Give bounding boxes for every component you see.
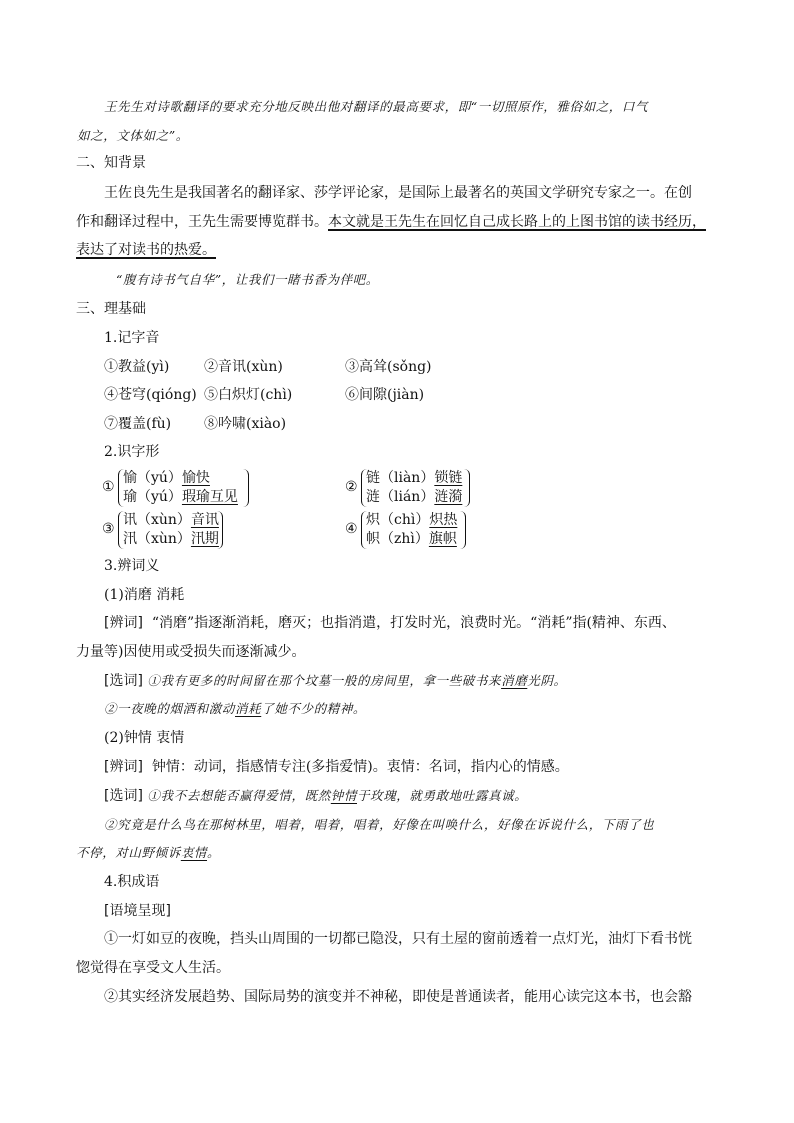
s3-a-bian-line-1: [辨词] “消磨”指逐渐消耗，磨灭；也指消遣，打发时光，浪费时光。“消耗”指(精神、东西、 xyxy=(104,615,676,631)
glyph-row: 汛（xùn）汛期 xyxy=(123,531,219,547)
section-2-p1-line-3 xyxy=(76,240,216,260)
s4-p1-line-2: 惚觉得在享受文人生活。 xyxy=(76,960,230,976)
s4-tag: [语境呈现] xyxy=(104,903,171,919)
glyph-row: 愉（yú）愉快 xyxy=(123,470,210,486)
pinyin-item: ③高耸(sǒng) xyxy=(345,359,432,375)
section-2-quote: “腹有诗书气自华”，让我们一睹书香为伴吧。 xyxy=(116,272,379,287)
right-brace xyxy=(463,469,470,507)
s3-a-bian-line-2: 力量等)因使用或受损失而逐渐减少。 xyxy=(76,644,306,660)
glyph-group-3 xyxy=(102,511,232,551)
s1-title: 1.记字音 xyxy=(104,330,160,346)
glyph-row: 瑜（yú）瑕瑜互见 xyxy=(123,489,238,505)
s3-b-title: (2)钟情 衷情 xyxy=(104,730,185,746)
glyph-group-2 xyxy=(345,469,475,509)
section-2-title: 二、知背景 xyxy=(76,155,146,171)
s3-b-xuan-2-line-2: 不停，对山野倾诉衷情。 xyxy=(76,845,221,860)
s4-title: 4.积成语 xyxy=(104,874,160,890)
s3-b-bian: [辨词] 钟情：动词，指感情专注(多指爱情)。衷情：名词，指内心的情感。 xyxy=(104,759,569,775)
section-2-p1-line-2a: 作和翻译过程中，王先生需要博览群书。 xyxy=(76,214,328,230)
section-2-underlined-b: 表达了对读书的热爱。 xyxy=(76,242,216,258)
bian-tag: [辨词] xyxy=(104,615,143,631)
glyph-row: 涟（lián）涟漪 xyxy=(366,489,463,505)
s3-b-xuan-2-line-1: ②究竟是什么鸟在那树林里，唱着，唱着，唱着，好像在叫唤什么，好像在诉说什么，下雨了也 xyxy=(104,817,655,832)
right-brace xyxy=(242,469,249,507)
section-2-p1-line-2 xyxy=(76,212,706,232)
right-brace xyxy=(216,511,223,549)
s3-a-xuan-2: ②一夜晚的烟酒和激动消耗了她不少的精神。 xyxy=(104,701,367,716)
s2-title: 2.识字形 xyxy=(104,444,160,460)
pinyin-item: ②音讯(xùn) xyxy=(204,359,283,375)
s4-p1-line-1: ①一灯如豆的夜晚，挡头山周围的一切都已隐没，只有土屋的窗前透着一点灯光，油灯下看书恍 xyxy=(104,931,692,947)
xuan-tag: [选词] xyxy=(104,788,143,804)
pinyin-item: ④苍穹(qióng) xyxy=(104,387,197,403)
glyph-row: 链（liàn）锁链 xyxy=(366,470,463,486)
s3-b-xuan-1: [选词] ①我不去想能否赢得爱情，既然钟情于玫瑰，就勇敢地吐露真诚。 xyxy=(104,788,528,804)
pinyin-item: ①教益(yì) xyxy=(104,359,170,375)
s3-a-xuan-1: [选词] ①我有更多的时间留在那个坟墓一般的房间里，拿一些破书来消磨光阴。 xyxy=(104,673,567,689)
pinyin-item: ⑤白炽灯(chì) xyxy=(204,387,293,403)
section-3-title: 三、理基础 xyxy=(76,301,146,317)
glyph-group-4 xyxy=(345,511,475,551)
pinyin-item: ⑦覆盖(fù) xyxy=(104,416,172,432)
glyph-group-1 xyxy=(102,469,252,509)
intro-line-2: 如之，文体如之”。 xyxy=(77,128,189,143)
s4-p2-line-1: ②其实经济发展趋势、国际局势的演变并不神秘，即使是普通读者，能用心读完这本书，也会豁 xyxy=(104,989,692,1005)
glyph-group-number: ④ xyxy=(345,521,358,537)
s3-title: 3.辨词义 xyxy=(104,558,160,574)
glyph-row: 讯（xùn）音讯 xyxy=(123,512,219,528)
glyph-group-number: ① xyxy=(102,479,115,495)
section-2-p1-line-1: 王佐良先生是我国著名的翻译家、莎学评论家，是国际上最著名的英国文学研究专家之一。在创 xyxy=(104,185,692,201)
bian-tag: [辨词] xyxy=(104,759,143,775)
section-2-underlined-a: 本文就是王先生在回忆自己成长路上的上图书馆的读书经历， xyxy=(328,214,706,230)
glyph-group-number: ② xyxy=(345,479,358,495)
right-brace xyxy=(459,511,466,549)
glyph-group-number: ③ xyxy=(102,521,115,537)
glyph-row: 帜（zhì）旗帜 xyxy=(366,531,457,547)
pinyin-item: ⑥间隙(jiàn) xyxy=(345,387,425,403)
intro-line-1: 王先生对诗歌翻译的要求充分地反映出他对翻译的最高要求，即“一切照原作，雅俗如之，口气 xyxy=(104,99,649,114)
glyph-row: 炽（chì）炽热 xyxy=(366,512,458,528)
pinyin-item: ⑧吟啸(xiào) xyxy=(204,416,287,432)
xuan-tag: [选词] xyxy=(104,673,143,689)
s3-a-title: (1)消磨 消耗 xyxy=(104,587,185,603)
